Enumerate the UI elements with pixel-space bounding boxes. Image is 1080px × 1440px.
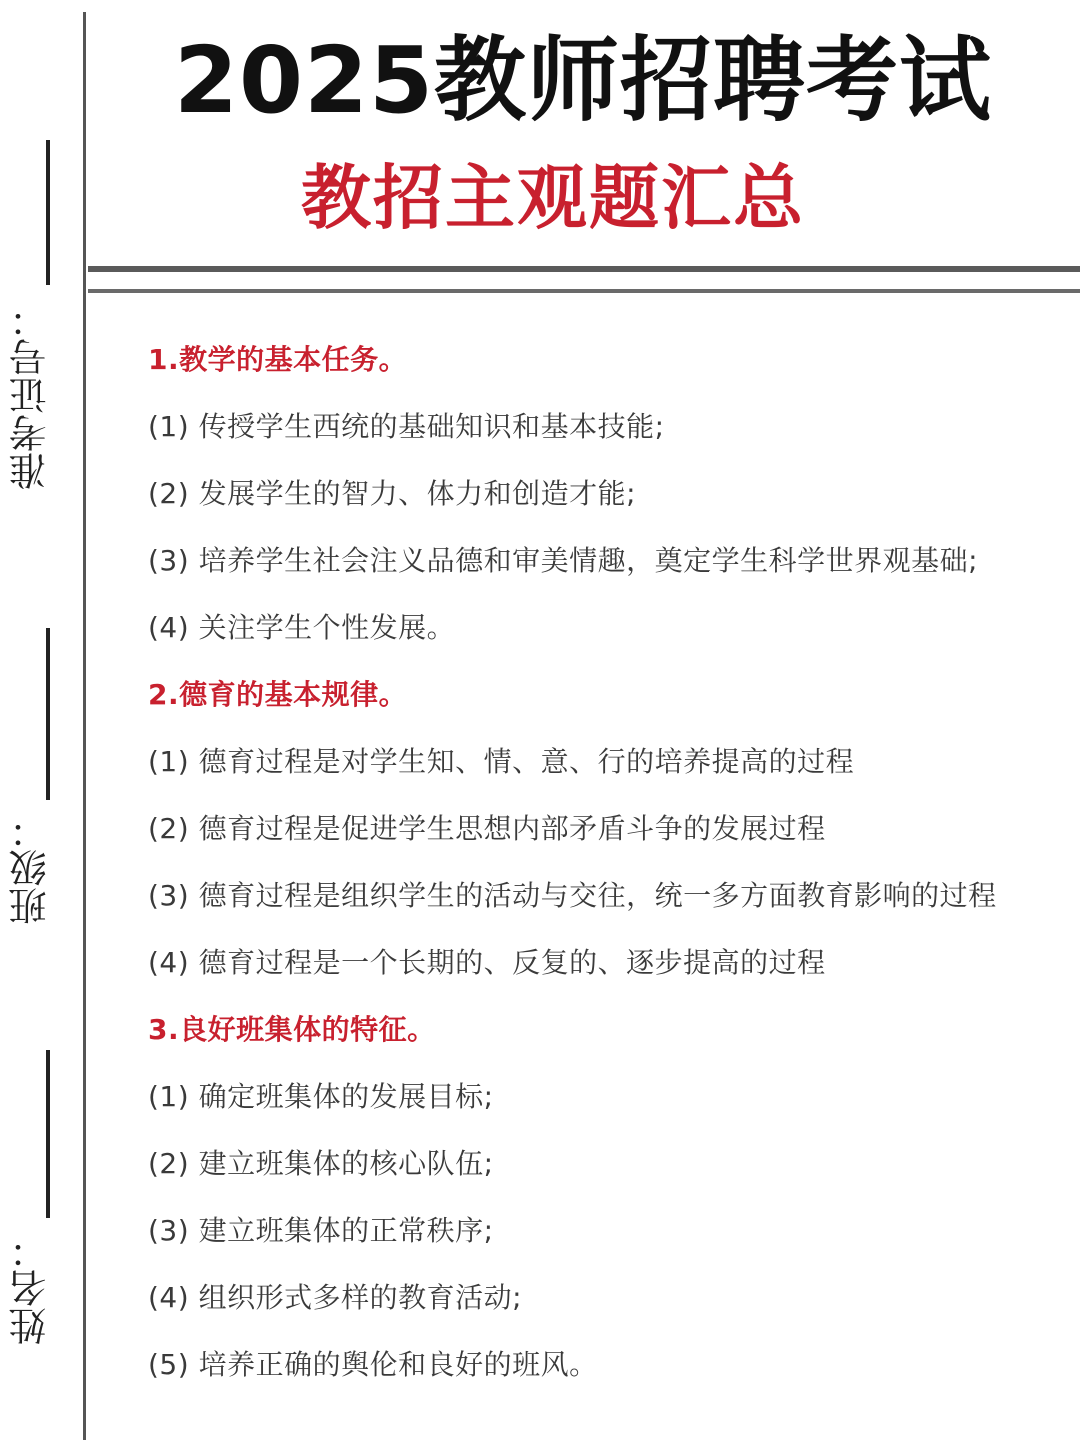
- name-label: 姓名：: [9, 1231, 53, 1345]
- list-item: (4) 德育过程是一个长期的、反复的、逐步提高的过程: [148, 946, 826, 979]
- class-underline: [46, 628, 50, 800]
- exam-id-underline: [46, 140, 50, 285]
- list-item: (2) 发展学生的智力、体力和创造才能;: [148, 477, 636, 510]
- list-item: (1) 德育过程是对学生知、情、意、行的培养提高的过程: [148, 745, 855, 778]
- header-rule-thin: [88, 289, 1080, 293]
- section-heading: 3.良好班集体的特征。: [148, 1013, 436, 1046]
- page-subtitle: 教招主观题汇总: [301, 157, 805, 239]
- list-item: (4) 关注学生个性发展。: [148, 611, 456, 644]
- section-heading: 1.教学的基本任务。: [148, 343, 408, 376]
- list-item: (3) 建立班集体的正常秩序;: [148, 1214, 494, 1247]
- list-item: (3) 培养学生社会注义品德和审美情趣，奠定学生科学世界观基础;: [148, 544, 978, 577]
- list-item: (4) 组织形式多样的教育活动;: [148, 1281, 522, 1314]
- name-underline: [46, 1050, 50, 1218]
- list-item: (3) 德育过程是组织学生的活动与交往，统一多方面教育影响的过程: [148, 879, 997, 912]
- class-label: 班级：: [9, 811, 53, 925]
- header-rule-thick: [88, 266, 1080, 272]
- list-item: (2) 德育过程是促进学生思想内部矛盾斗争的发展过程: [148, 812, 826, 845]
- exam-id-label: 准考证号：: [9, 300, 53, 490]
- list-item: (1) 确定班集体的发展目标;: [148, 1080, 494, 1113]
- list-item: (5) 培养正确的舆伦和良好的班风。: [148, 1348, 598, 1381]
- list-item: (2) 建立班集体的核心队伍;: [148, 1147, 494, 1180]
- section-heading: 2.德育的基本规律。: [148, 678, 408, 711]
- list-item: (1) 传授学生西统的基础知识和基本技能;: [148, 410, 665, 443]
- page-title: 2025教师招聘考试: [173, 27, 993, 134]
- content-body: [148, 326, 1068, 1398]
